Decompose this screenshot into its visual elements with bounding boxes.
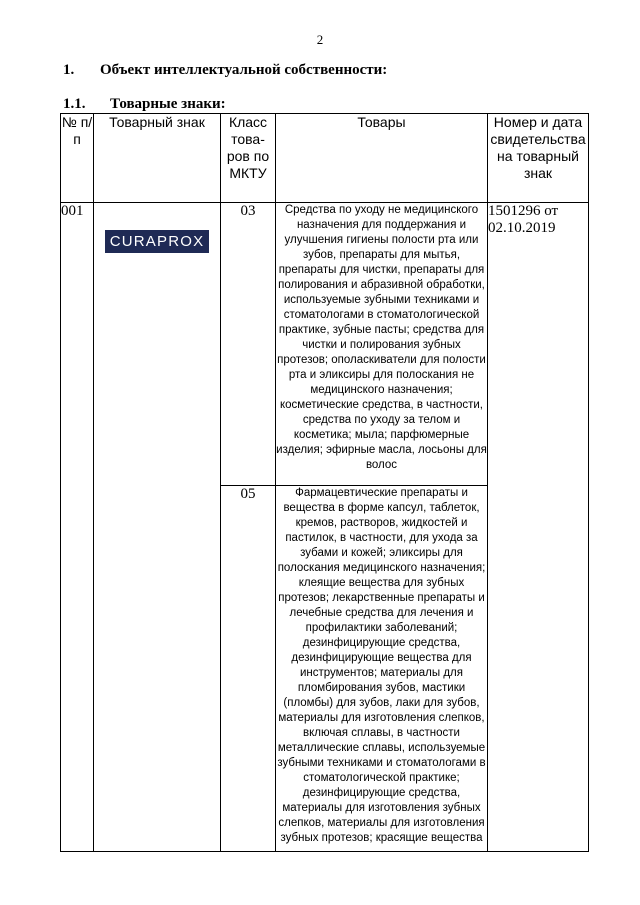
trademark-cell <box>94 203 221 852</box>
registration-number: 1501296 от 02.10.2019 <box>488 203 589 852</box>
table-header-row <box>61 114 589 203</box>
curaprox-logo: CURAPROX <box>105 230 209 253</box>
header-class: Класс това-ров по МКТУ <box>221 114 276 203</box>
section-1-1-number: 1.1. <box>63 96 86 112</box>
class-03: 03 <box>221 203 276 486</box>
goods-class-05: Фармацевтические препараты и вещества в форме капсул, таблеток, кремов, растворов, жидкостей и пастилок, в частности, для ухода за зубами и кожей; эликсиры для полоскания медицинского назначения; клеящие вещества для зубных протезов; лекарственные препараты и лечебные средства для лечения и профилактики заболеваний; дезинфицирующие средства, дезинфицирующие вещества для инструментов; материалы для пломбирования зубов, мастики (пломбы) для зубов, лаки для зубов, материалы для изготовления слепков, включая сплавы, в частности металлические сплавы, используемые зубными техниками и стоматологами в стоматологической практике; дезинфицирующие средства, материалы для изготовления зубных слепков, материалы для изготовления зубных протезов; красящие вещества <box>276 486 488 852</box>
goods-class-03: Средства по уходу не медицинского назначения для поддержания и улучшения гигиены полости рта или зубов, препараты для мытья, препараты для чистки, препараты для полирования и абразивной обработки, используемые зубными техниками и стоматологами в стоматологической практике, зубные пасты; средства для чистки и полирования зубных протезов; ополаскиватели для полости рта и эликсиры для полоскания не медицинского назначения; косметические средства, в частности, средства по уходу за телом и косметика; мыла; парфюмерные изделия; эфирные масла, лосьоны для волос <box>276 203 488 486</box>
header-reg: Номер и дата свидетельства на товарный знак <box>488 114 589 203</box>
section-1-number: 1. <box>63 62 75 78</box>
header-goods: Товары <box>276 114 488 203</box>
table-row <box>61 203 589 486</box>
entry-number: 001 <box>61 203 94 852</box>
header-num: № п/п <box>61 114 94 203</box>
section-1-1-title: Товарные знаки: <box>110 96 226 112</box>
section-1-title: Объект интеллектуальной собственности: <box>100 62 388 78</box>
class-05: 05 <box>221 486 276 852</box>
page-number: 2 <box>316 32 324 47</box>
header-mark: Товарный знак <box>94 114 221 203</box>
trademark-table <box>60 113 589 852</box>
